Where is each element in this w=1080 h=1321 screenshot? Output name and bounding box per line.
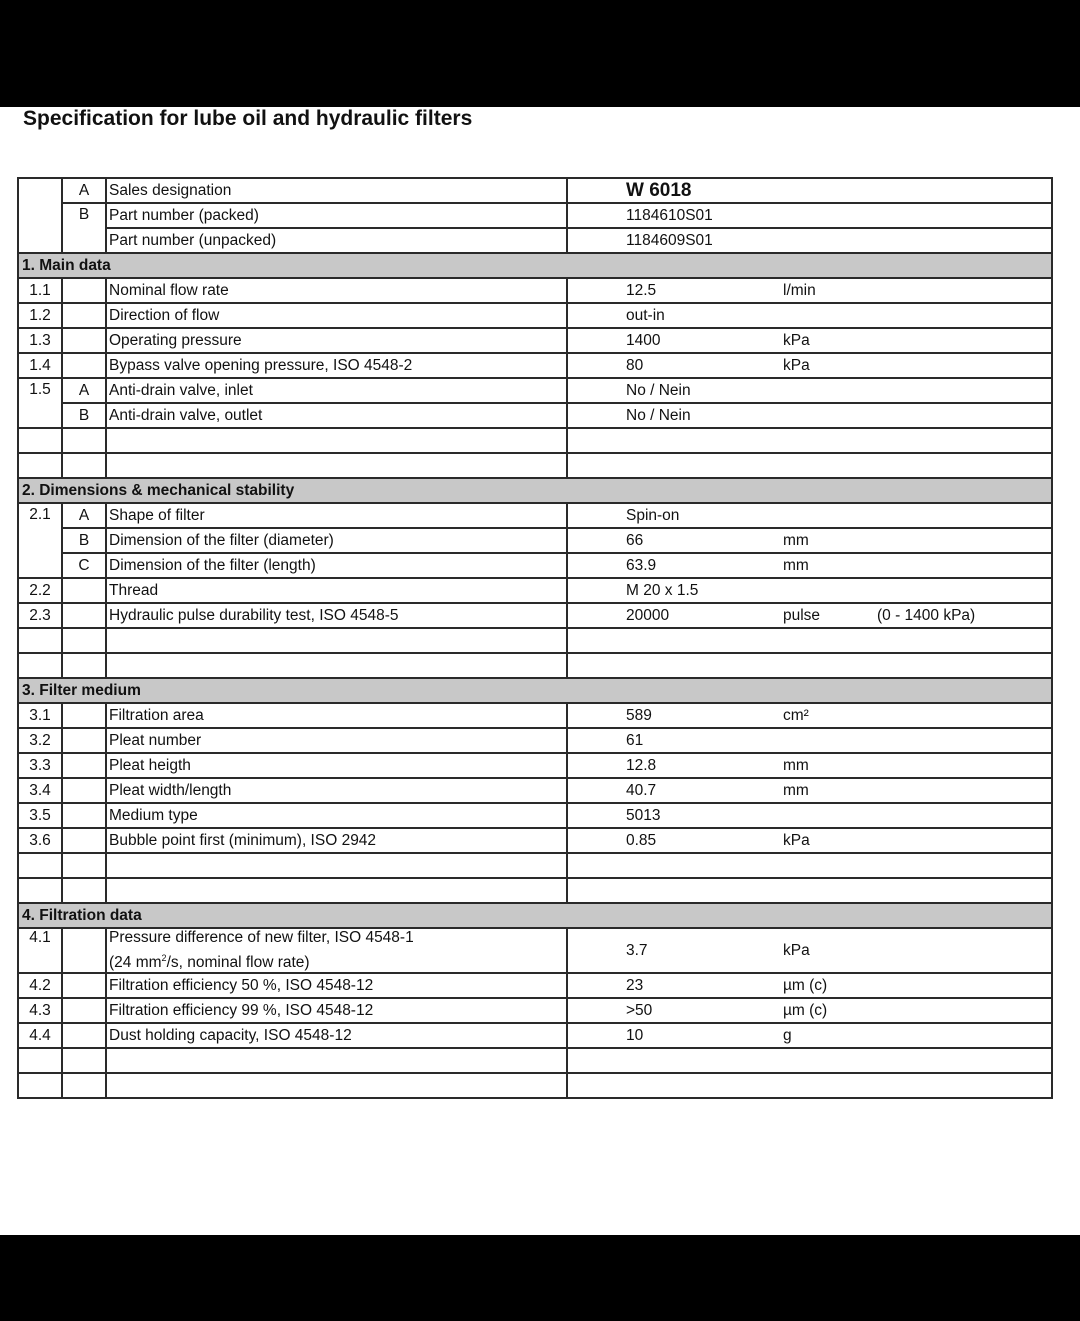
- row-value: 66: [626, 531, 644, 549]
- row-description: Sales designation: [106, 178, 567, 203]
- row-unit: [783, 307, 877, 325]
- value-group: [626, 607, 1048, 625]
- row-description: [106, 728, 567, 753]
- superscript: 2: [161, 953, 167, 963]
- row-description: [106, 753, 567, 778]
- row-sub-label: [62, 353, 106, 378]
- row-value-cell: [567, 578, 1052, 603]
- empty-row: [18, 653, 1052, 678]
- row-value: 589: [626, 706, 652, 724]
- row-description: [106, 303, 567, 328]
- row-description: [106, 278, 567, 303]
- empty-cell: [567, 1048, 1052, 1073]
- row-unit: mm: [783, 756, 809, 774]
- description-text: Pleat number: [109, 731, 202, 749]
- row-unit: [783, 807, 877, 825]
- row-sub-label: A: [62, 178, 106, 203]
- empty-cell: [18, 878, 62, 903]
- row-value-cell: [567, 703, 1052, 728]
- description-text: Medium type: [109, 806, 198, 824]
- row-number: 3.3: [18, 753, 62, 778]
- row-sub-label: C: [62, 553, 106, 578]
- row-unit: µm (c): [783, 1001, 828, 1019]
- row-sub-label: A: [62, 503, 106, 528]
- table-row: [18, 1023, 1052, 1048]
- table-row: [18, 973, 1052, 998]
- table-row: [18, 278, 1052, 303]
- value-group: [626, 382, 1048, 400]
- row-sub-label: [62, 973, 106, 998]
- row-unit: [783, 382, 877, 400]
- row-value: M 20 x 1.5: [626, 581, 699, 599]
- description-text: /s, nominal flow rate): [166, 954, 310, 972]
- row-sub-label: [62, 828, 106, 853]
- empty-cell: [106, 878, 567, 903]
- empty-cell: [567, 878, 1052, 903]
- table-row: [18, 228, 1052, 253]
- table-row: [18, 928, 1052, 973]
- value-group: [626, 532, 1048, 550]
- row-sub-label: [62, 753, 106, 778]
- section-header: [18, 678, 1052, 703]
- empty-row: [18, 878, 1052, 903]
- description-text: Pressure difference of new filter, ISO 4548-1: [109, 929, 414, 946]
- empty-row: [18, 853, 1052, 878]
- row-description: Part number (packed): [106, 203, 567, 228]
- empty-row: [18, 453, 1052, 478]
- section-title: 2. Dimensions & mechanical stability: [18, 478, 1052, 503]
- description-text: (24 mm: [109, 954, 162, 972]
- value-group: [626, 782, 1048, 800]
- row-unit: g: [783, 1026, 792, 1044]
- row-sub-label: [62, 1023, 106, 1048]
- empty-cell: [62, 453, 106, 478]
- row-value-cell: [567, 803, 1052, 828]
- row-value: 12.5: [626, 281, 657, 299]
- row-value: Spin-on: [626, 506, 680, 524]
- section-title: 3. Filter medium: [18, 678, 1052, 703]
- row-value-cell: [567, 553, 1052, 578]
- empty-cell: [567, 1073, 1052, 1098]
- description-text: Anti-drain valve, inlet: [109, 381, 253, 399]
- row-value: 1400: [626, 331, 661, 349]
- row-value: 80: [626, 356, 644, 374]
- row-value: 5013: [626, 806, 661, 824]
- row-value-cell: [567, 328, 1052, 353]
- row-number: 1.1: [18, 278, 62, 303]
- value-group: [626, 1027, 1048, 1045]
- section-header: [18, 253, 1052, 278]
- row-description: [106, 378, 567, 403]
- section-header: [18, 478, 1052, 503]
- row-description: [106, 973, 567, 998]
- empty-cell: [62, 653, 106, 678]
- empty-row: [18, 428, 1052, 453]
- description-text: Filtration efficiency 50 %, ISO 4548-12: [109, 976, 374, 994]
- row-value-cell: [567, 278, 1052, 303]
- table-row: [18, 328, 1052, 353]
- row-number: 4.4: [18, 1023, 62, 1048]
- row-number: 1.4: [18, 353, 62, 378]
- table-row: [18, 378, 1052, 403]
- description-text: Pleat heigth: [109, 756, 191, 774]
- row-value-cell: [567, 728, 1052, 753]
- row-unit: mm: [783, 556, 809, 574]
- empty-cell: [106, 653, 567, 678]
- empty-row: [18, 1073, 1052, 1098]
- table-row: [18, 703, 1052, 728]
- row-value-cell: [567, 928, 1052, 973]
- part-number-unpacked-value: 1184609S01: [567, 228, 1052, 253]
- description-text: Dust holding capacity, ISO 4548-12: [109, 1026, 352, 1044]
- row-sub-label: A: [62, 378, 106, 403]
- row-value: 12.8: [626, 756, 657, 774]
- value-group: [626, 942, 1048, 960]
- empty-cell: [567, 428, 1052, 453]
- row-description: [106, 778, 567, 803]
- description-text: Anti-drain valve, outlet: [109, 406, 263, 424]
- row-number: 4.2: [18, 973, 62, 998]
- row-sub-label: [62, 928, 106, 973]
- row-value: >50: [626, 1001, 653, 1019]
- row-unit: [783, 507, 877, 525]
- row-value-cell: [567, 503, 1052, 528]
- empty-cell: [62, 853, 106, 878]
- row-unit: [783, 407, 877, 425]
- row-description: [106, 528, 567, 553]
- description-text: Bubble point first (minimum), ISO 2942: [109, 831, 377, 849]
- row-number: 3.4: [18, 778, 62, 803]
- row-value: 10: [626, 1026, 644, 1044]
- description-text: Operating pressure: [109, 331, 242, 349]
- row-number: 1.3: [18, 328, 62, 353]
- row-number: 2.3: [18, 603, 62, 628]
- table-row: [18, 553, 1052, 578]
- value-group: [626, 732, 1048, 750]
- value-group: [626, 332, 1048, 350]
- empty-cell: [106, 1048, 567, 1073]
- row-description: [106, 803, 567, 828]
- spec-table-body: [18, 178, 1052, 1098]
- row-value: No / Nein: [626, 381, 691, 399]
- row-sub-label: [62, 998, 106, 1023]
- empty-cell: [18, 178, 62, 253]
- empty-cell: [106, 1073, 567, 1098]
- description-text: Direction of flow: [109, 306, 220, 324]
- section-header: [18, 903, 1052, 928]
- table-row: [18, 828, 1052, 853]
- row-description: [106, 828, 567, 853]
- row-value-cell: [567, 753, 1052, 778]
- empty-cell: [567, 453, 1052, 478]
- value-group: [626, 807, 1048, 825]
- table-row: [18, 403, 1052, 428]
- row-value-cell: [567, 828, 1052, 853]
- spec-table: [17, 177, 1053, 1099]
- row-description: [106, 998, 567, 1023]
- value-group: [626, 557, 1048, 575]
- table-row: [18, 503, 1052, 528]
- row-unit: kPa: [783, 831, 810, 849]
- row-sub-label: [62, 703, 106, 728]
- empty-cell: [106, 428, 567, 453]
- row-value: 63.9: [626, 556, 657, 574]
- table-row: [18, 803, 1052, 828]
- empty-cell: [567, 628, 1052, 653]
- row-sub-label: [62, 803, 106, 828]
- row-sub-label: [62, 778, 106, 803]
- empty-cell: [106, 628, 567, 653]
- row-value-cell: [567, 998, 1052, 1023]
- row-number: 3.6: [18, 828, 62, 853]
- row-number: 1.5: [18, 378, 62, 428]
- row-number: 1.2: [18, 303, 62, 328]
- row-description: [106, 553, 567, 578]
- row-number: 2.1: [18, 503, 62, 578]
- document-page: [0, 107, 1080, 1235]
- value-group: [626, 282, 1048, 300]
- row-description: [106, 928, 567, 973]
- row-value: 23: [626, 976, 644, 994]
- row-value-cell: [567, 603, 1052, 628]
- row-description: [106, 1023, 567, 1048]
- description-text: Nominal flow rate: [109, 281, 229, 299]
- table-row: [18, 353, 1052, 378]
- table-row: [18, 603, 1052, 628]
- row-unit: kPa: [783, 941, 810, 959]
- empty-cell: [18, 653, 62, 678]
- empty-cell: [18, 428, 62, 453]
- row-sub-label: [62, 603, 106, 628]
- row-number: 3.2: [18, 728, 62, 753]
- empty-cell: [18, 1073, 62, 1098]
- table-row: [18, 778, 1052, 803]
- empty-cell: [62, 1073, 106, 1098]
- description-text: Pleat width/length: [109, 781, 232, 799]
- row-description: Part number (unpacked): [106, 228, 567, 253]
- row-description: [106, 703, 567, 728]
- empty-row: [18, 628, 1052, 653]
- value-group: [626, 307, 1048, 325]
- row-sub-label: [62, 578, 106, 603]
- section-title: 1. Main data: [18, 253, 1052, 278]
- part-number-packed-value: 1184610S01: [567, 203, 1052, 228]
- row-description: [106, 353, 567, 378]
- row-sub-label: [62, 328, 106, 353]
- value-group: [626, 832, 1048, 850]
- row-unit: kPa: [783, 356, 810, 374]
- row-value-cell: [567, 303, 1052, 328]
- empty-cell: [106, 453, 567, 478]
- row-sub-label: B: [62, 203, 106, 253]
- empty-cell: [567, 653, 1052, 678]
- row-unit: cm²: [783, 706, 809, 724]
- row-description: [106, 503, 567, 528]
- description-text: Thread: [109, 581, 159, 599]
- value-group: [626, 977, 1048, 995]
- row-value: 20000: [626, 606, 670, 624]
- row-unit: l/min: [783, 281, 816, 299]
- description-text: Filtration efficiency 99 %, ISO 4548-12: [109, 1001, 374, 1019]
- description-text: Dimension of the filter (diameter): [109, 531, 334, 549]
- table-row: [18, 578, 1052, 603]
- value-group: [626, 407, 1048, 425]
- table-row: [18, 203, 1052, 228]
- row-value-cell: [567, 353, 1052, 378]
- row-sub-label: B: [62, 528, 106, 553]
- table-row: [18, 753, 1052, 778]
- description-text: Filtration area: [109, 706, 204, 724]
- row-unit: pulse: [783, 606, 821, 624]
- row-sub-label: [62, 278, 106, 303]
- row-number: 2.2: [18, 578, 62, 603]
- row-number: 3.5: [18, 803, 62, 828]
- row-unit: mm: [783, 531, 809, 549]
- empty-row: [18, 1048, 1052, 1073]
- value-group: [626, 707, 1048, 725]
- section-title: 4. Filtration data: [18, 903, 1052, 928]
- page-title: Specification for lube oil and hydraulic filters: [23, 107, 473, 130]
- table-row: [18, 728, 1052, 753]
- row-value: 61: [626, 731, 644, 749]
- table-row: [18, 303, 1052, 328]
- row-note: (0 - 1400 kPa): [877, 606, 976, 624]
- row-unit: µm (c): [783, 976, 828, 994]
- row-description: [106, 328, 567, 353]
- table-row: [18, 178, 1052, 203]
- value-group: [626, 757, 1048, 775]
- row-description: [106, 578, 567, 603]
- description-line2: [109, 953, 563, 972]
- empty-cell: [62, 628, 106, 653]
- row-value: 40.7: [626, 781, 657, 799]
- row-number: 4.3: [18, 998, 62, 1023]
- row-description: [106, 603, 567, 628]
- row-unit: kPa: [783, 331, 810, 349]
- row-value-cell: [567, 403, 1052, 428]
- row-unit: [783, 582, 877, 600]
- table-row: [18, 998, 1052, 1023]
- row-value-cell: [567, 378, 1052, 403]
- empty-cell: [62, 1048, 106, 1073]
- row-sub-label: [62, 728, 106, 753]
- description-text: Dimension of the filter (length): [109, 556, 316, 574]
- row-value-cell: [567, 1023, 1052, 1048]
- value-group: [626, 582, 1048, 600]
- row-value-cell: [567, 973, 1052, 998]
- row-value: 0.85: [626, 831, 657, 849]
- description-text: Hydraulic pulse durability test, ISO 4548-5: [109, 606, 399, 624]
- empty-cell: [18, 853, 62, 878]
- row-number: 3.1: [18, 703, 62, 728]
- empty-cell: [18, 1048, 62, 1073]
- description-text: Shape of filter: [109, 506, 205, 524]
- empty-cell: [18, 453, 62, 478]
- row-value: No / Nein: [626, 406, 691, 424]
- empty-cell: [106, 853, 567, 878]
- value-group: [626, 357, 1048, 375]
- row-sub-label: B: [62, 403, 106, 428]
- table-row: [18, 528, 1052, 553]
- row-value-cell: [567, 778, 1052, 803]
- row-value-cell: [567, 528, 1052, 553]
- empty-cell: [62, 878, 106, 903]
- row-unit: mm: [783, 781, 809, 799]
- empty-cell: [18, 628, 62, 653]
- value-group: [626, 507, 1048, 525]
- description-text: Bypass valve opening pressure, ISO 4548-2: [109, 356, 413, 374]
- row-value: 3.7: [626, 941, 648, 959]
- value-group: [626, 1002, 1048, 1020]
- row-unit: [783, 732, 877, 750]
- empty-cell: [567, 853, 1052, 878]
- row-number: 4.1: [18, 928, 62, 973]
- row-value: out-in: [626, 306, 665, 324]
- sales-designation-value: W 6018: [567, 178, 1052, 203]
- row-sub-label: [62, 303, 106, 328]
- row-description: [106, 403, 567, 428]
- empty-cell: [62, 428, 106, 453]
